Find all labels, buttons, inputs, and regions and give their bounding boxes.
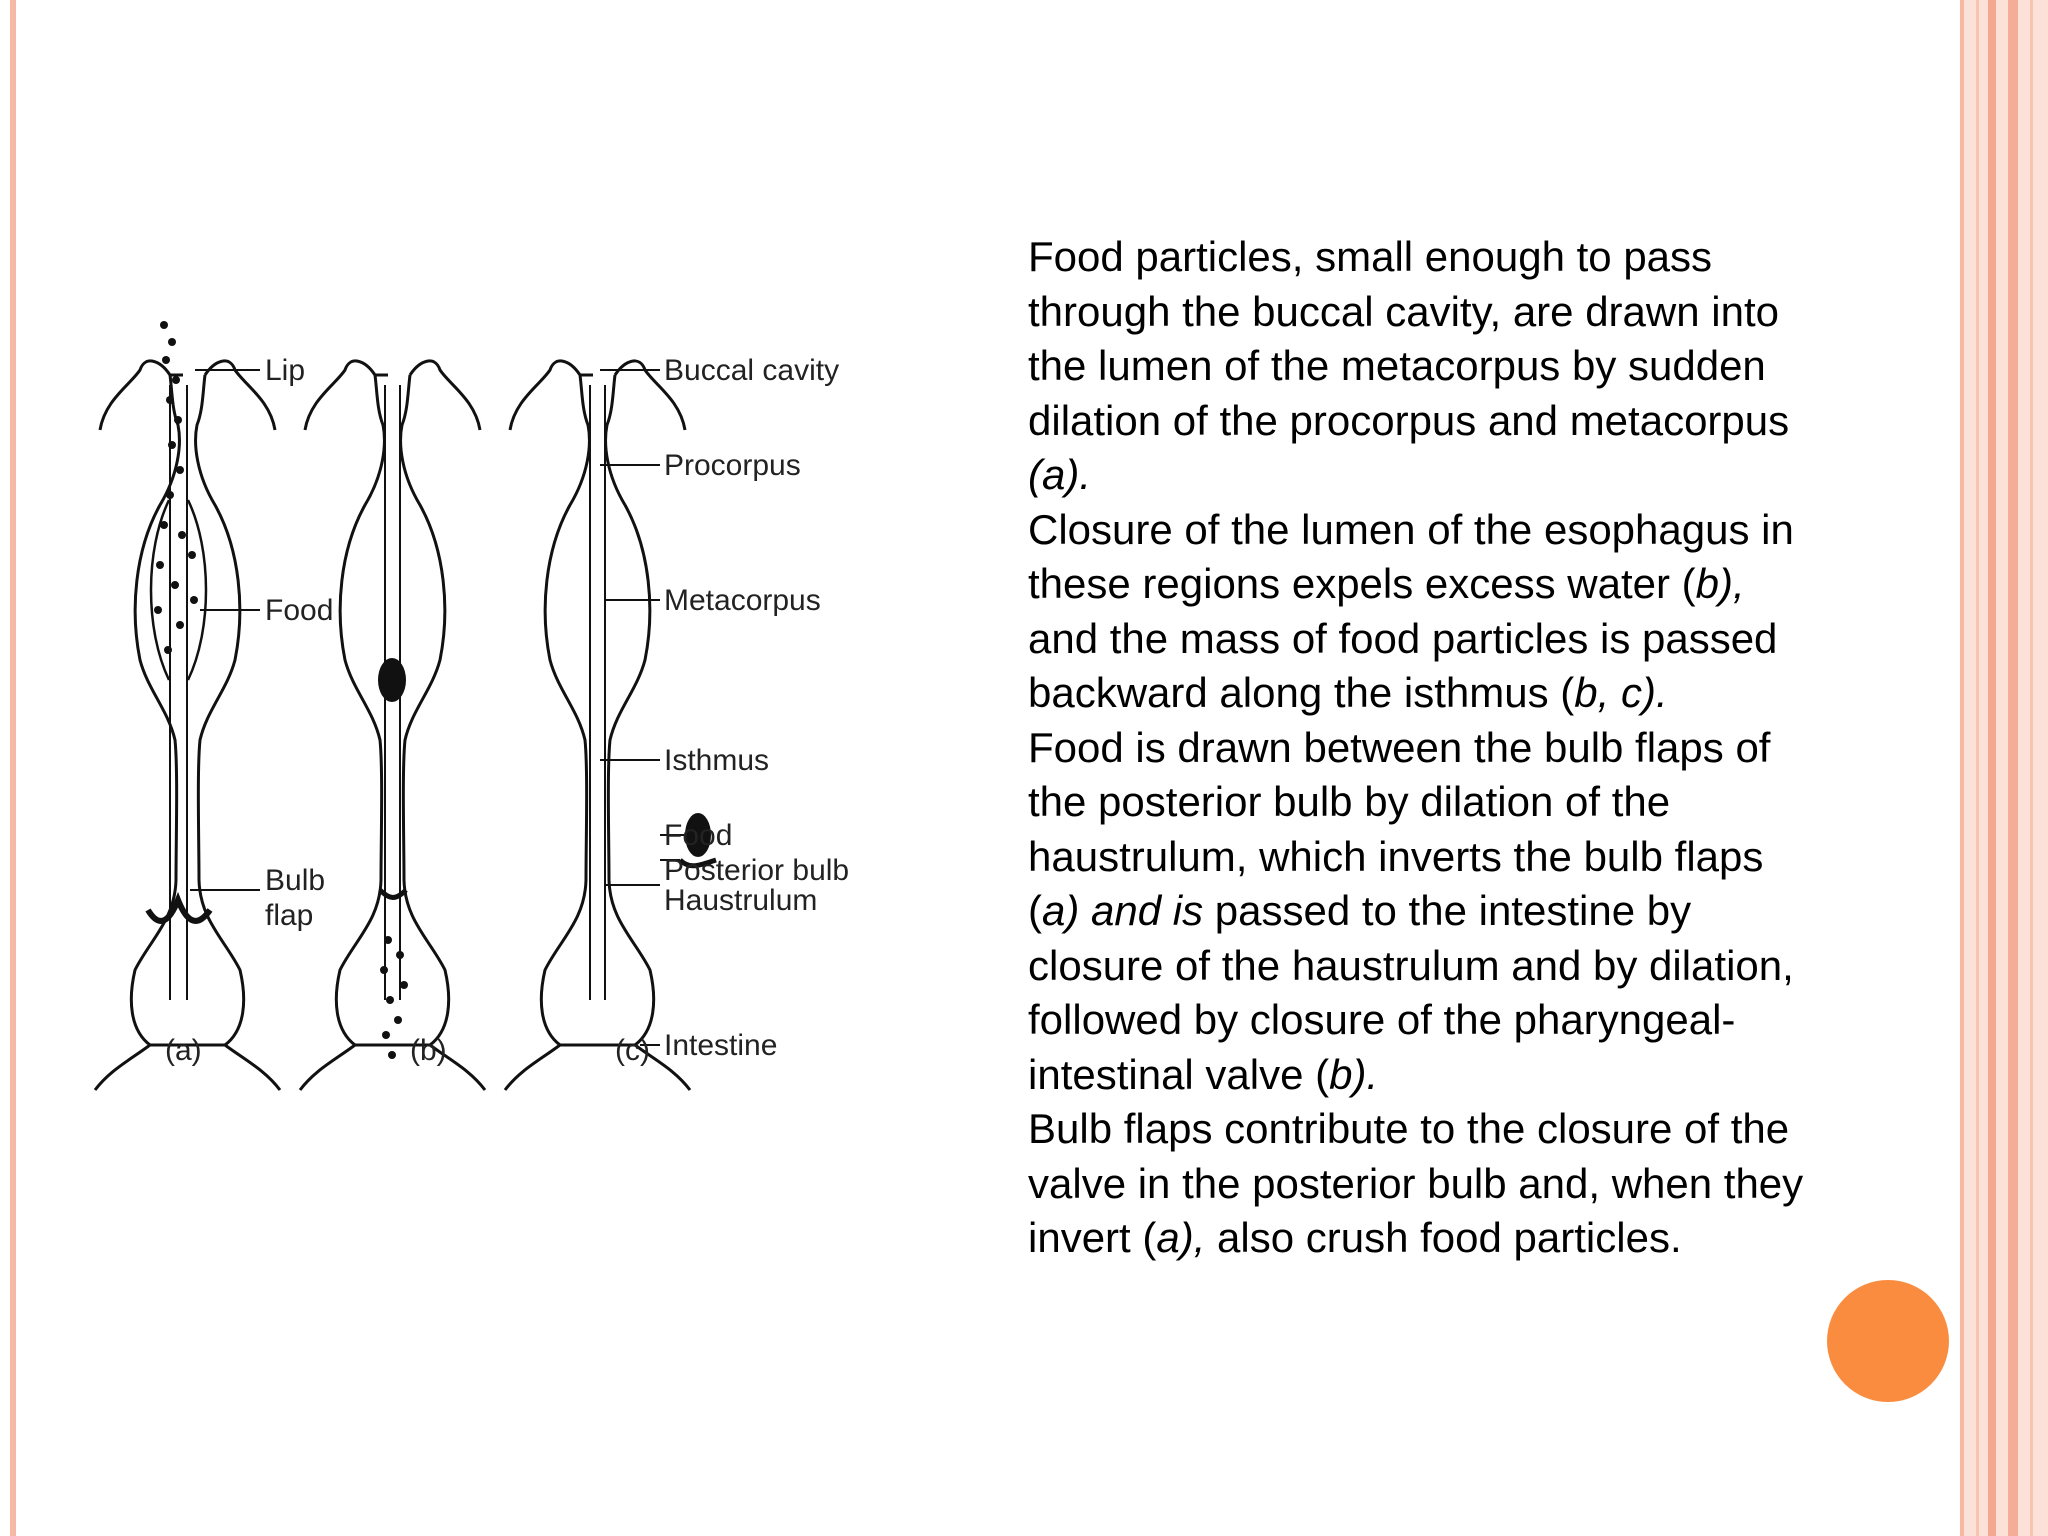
text-italic: b, c). — [1574, 669, 1668, 716]
right-border-line — [1960, 0, 1964, 1536]
right-border-line — [1988, 0, 1996, 1536]
text-italic: b), — [1695, 560, 1745, 607]
food-particles-a — [154, 321, 198, 654]
text: Closure of the lumen of the esophagus in these regions expels excess water ( — [1028, 505, 1794, 607]
label-food-a: Food — [265, 594, 334, 627]
text: Food particles, small enough to pass through the buccal cavity, are drawn into the lumen of the metacorpus by sudden dilation of the procorpus and metacorpus — [1028, 233, 1790, 444]
text: and the mass of food particles is passed backward along the isthmus ( — [1028, 614, 1778, 716]
label-bulb: Bulb — [265, 864, 326, 897]
label-flap: flap — [265, 899, 314, 932]
label-lip: Lip — [265, 354, 306, 387]
right-border-line — [1976, 0, 1979, 1536]
text: Food is drawn between the bulb flaps of the posterior bulb by dilation of the haustrulum, which inverts the bulb flaps ( — [1028, 723, 1771, 934]
label-isthmus: Isthmus — [664, 744, 770, 777]
paragraph-2 — [1028, 503, 1808, 721]
panel-a — [95, 361, 280, 1090]
leader-lines — [190, 370, 710, 1045]
text-italic: a) and is — [1042, 887, 1204, 934]
panel-label-a: (a) — [165, 1034, 202, 1067]
accent-circle — [1827, 1280, 1949, 1402]
paragraph-4 — [1028, 1102, 1808, 1266]
nematode-pharynx-diagram — [60, 300, 1020, 1100]
paragraph-1 — [1028, 230, 1808, 503]
label-metacorpus: Metacorpus — [664, 584, 821, 617]
label-haustrulum: Haustrulum — [664, 884, 818, 917]
panel-label-c: (c) — [615, 1034, 650, 1067]
panel-b — [300, 361, 485, 1090]
label-posterior-bulb: Posterior bulb — [664, 854, 850, 887]
label-procorpus: Procorpus — [664, 449, 801, 482]
diagram-svg — [60, 300, 1020, 1100]
text-italic: (a). — [1028, 451, 1091, 498]
label-intestine: Intestine — [664, 1029, 778, 1062]
right-border-line — [2030, 0, 2033, 1536]
label-food-c: Food — [664, 819, 733, 852]
left-border-line — [10, 0, 16, 1536]
right-border-band — [1960, 0, 2048, 1536]
text: Bulb flaps contribute to the closure of the valve in the posterior bulb and, when they invert ( — [1028, 1105, 1804, 1261]
text: also crush food particles. — [1205, 1214, 1682, 1261]
paragraph-3 — [1028, 721, 1808, 1103]
label-buccal-cavity: Buccal cavity — [664, 354, 840, 387]
text: passed to the intestine by closure of the haustrulum and by dilation, followed by closure of the pharyngeal-intestinal valve ( — [1028, 887, 1794, 1098]
description-text — [1028, 230, 1808, 1266]
right-border-line — [2008, 0, 2018, 1536]
text-italic: a), — [1156, 1214, 1206, 1261]
text-italic: b). — [1329, 1050, 1379, 1098]
panel-label-b: (b) — [410, 1034, 447, 1067]
